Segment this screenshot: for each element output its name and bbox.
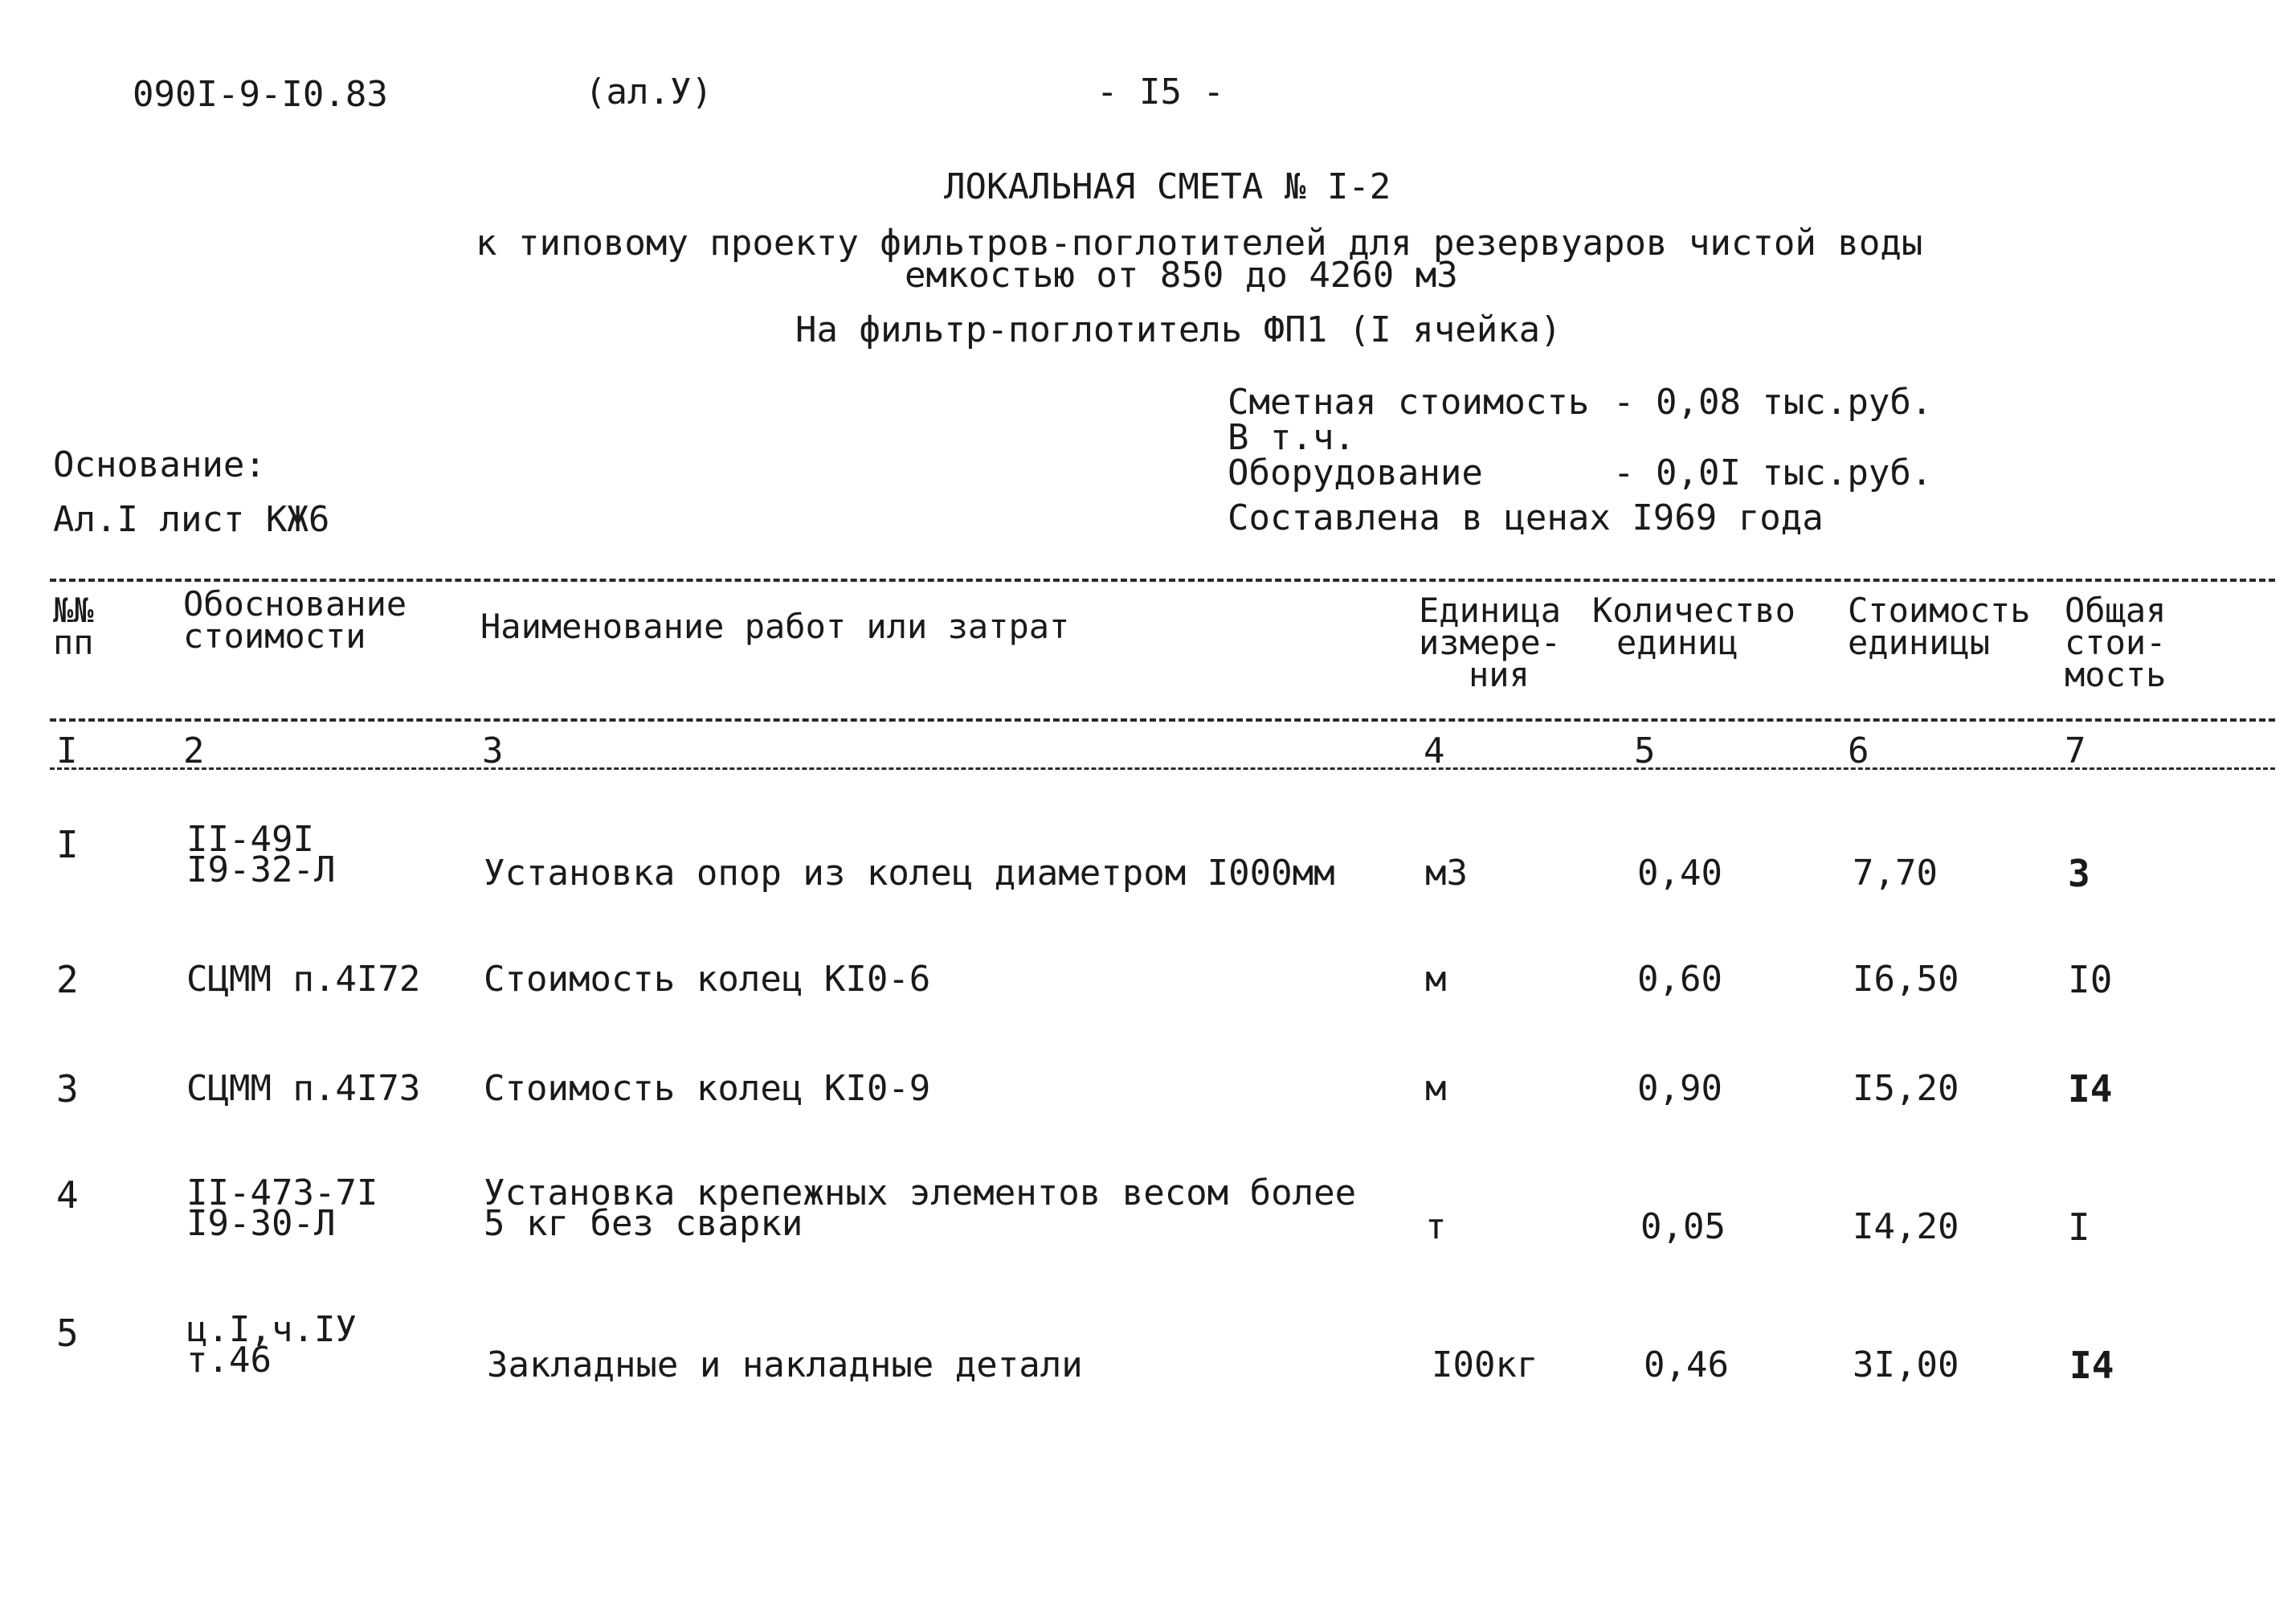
row-quantity: 0,60 (1637, 959, 1722, 1000)
row-total: 3 (2068, 852, 2090, 895)
row-number: I (56, 823, 79, 866)
row-quantity: 0,90 (1637, 1068, 1722, 1109)
row-unit: м3 (1425, 853, 1468, 894)
row-quantity: 0,46 (1644, 1344, 1729, 1385)
header-col6: Стоимость единицы (1848, 591, 2031, 662)
row-unit: м (1425, 1068, 1447, 1109)
row-number: 3 (56, 1067, 79, 1111)
column-numbers-rule (50, 767, 2275, 770)
header-col1: №№ пп (53, 591, 94, 662)
row-unit-cost: 7,70 (1853, 853, 1938, 894)
page-number: - I5 - (1097, 72, 1224, 113)
row-name: Установка крепежных элементов весом более 5 кг без сварки (484, 1172, 1357, 1244)
colnum-2: 2 (183, 730, 205, 771)
title-line-3: На фильтр-поглотитель ФП1 (I ячейка) (795, 309, 1562, 350)
row-quantity: 0,40 (1637, 853, 1722, 894)
row-name: Закладные и накладные детали (487, 1344, 1083, 1385)
row-total: I4 (2068, 1067, 2113, 1111)
album-label: (ал.У) (585, 72, 713, 113)
document-code: 090I-9-I0.83 (133, 74, 388, 115)
row-unit-cost: I4,20 (1853, 1206, 1959, 1247)
equipment-value: - 0,0I тыс.руб. (1613, 452, 1933, 493)
title-line-1: к типовому проекту фильтров-поглотителей для резервуаров чистой воды (476, 223, 1923, 264)
estimate-title: ЛОКАЛЬНАЯ СМЕТА № I-2 (944, 166, 1391, 207)
row-name: Стоимость колец КI0-6 (484, 959, 931, 1000)
row-name: Стоимость колец КI0-9 (484, 1068, 931, 1109)
row-basis: СЦММ п.4I72 (186, 959, 421, 1000)
row-total: I4 (2069, 1344, 2114, 1387)
row-basis: ц.I,ч.IУ т.46 (186, 1309, 357, 1381)
header-col3: Наименование работ или затрат (480, 607, 1070, 646)
row-basis: II-473-7I I9-30-Л (186, 1172, 378, 1244)
header-col5: Количество единиц (1592, 591, 1796, 662)
row-total: I0 (2068, 958, 2113, 1001)
header-col7: Общая стои- мость (2065, 591, 2167, 694)
header-col2: Обоснование стоимости (183, 584, 407, 656)
row-name: Установка опор из колец диаметром I000мм (484, 853, 1335, 894)
row-basis: СЦММ п.4I73 (186, 1068, 421, 1109)
row-unit: т (1425, 1206, 1447, 1247)
row-unit: I00кг (1432, 1344, 1538, 1385)
colnum-5: 5 (1634, 730, 1656, 771)
basis-label: Основание: (53, 444, 266, 485)
colnum-7: 7 (2065, 730, 2086, 771)
basis-value: Ал.I лист КЖ6 (53, 499, 330, 540)
colnum-1: I (56, 730, 78, 771)
estimated-cost-label: Сметная стоимость (1228, 382, 1590, 423)
row-unit-cost: I6,50 (1853, 959, 1959, 1000)
equipment-label: Оборудование (1228, 452, 1483, 493)
row-unit-cost: I5,20 (1853, 1068, 1959, 1109)
row-number: 4 (56, 1173, 79, 1217)
row-number: 5 (56, 1311, 79, 1355)
title-line-2: емкостью от 850 до 4260 м3 (905, 255, 1458, 296)
header-col4: Единица измере- ния (1419, 591, 1562, 694)
including-label: В т.ч. (1228, 417, 1355, 458)
row-number: 2 (56, 958, 79, 1001)
row-unit-cost: 3I,00 (1853, 1344, 1959, 1385)
estimated-cost-value: - 0,08 тыс.руб. (1613, 382, 1933, 423)
table-top-rule (50, 579, 2275, 582)
colnum-4: 4 (1424, 730, 1445, 771)
colnum-3: 3 (482, 730, 504, 771)
row-basis: II-49I I9-32-Л (186, 819, 336, 890)
colnum-6: 6 (1848, 730, 1869, 771)
header-bottom-rule (50, 718, 2275, 722)
row-quantity: 0,05 (1640, 1206, 1726, 1247)
row-unit: м (1425, 959, 1447, 1000)
prices-year: Составлена в ценах I969 года (1228, 497, 1824, 538)
row-total: I (2068, 1205, 2090, 1249)
